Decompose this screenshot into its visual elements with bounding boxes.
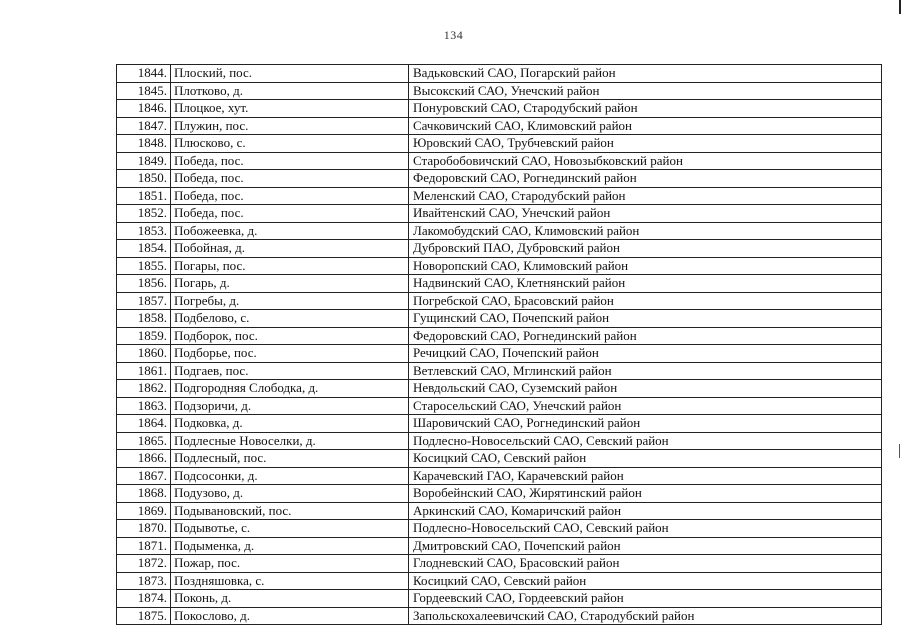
row-number-cell: 1875.	[117, 607, 171, 625]
row-number-cell: 1864.	[117, 415, 171, 433]
administration-cell: Воробейнский САО, Жирятинский район	[409, 485, 882, 503]
row-number-cell: 1849.	[117, 152, 171, 170]
table-row	[117, 205, 882, 223]
row-number-cell: 1866.	[117, 450, 171, 468]
settlement-name-cell: Погарь, д.	[171, 275, 409, 293]
administration-cell: Новоропский САО, Климовский район	[409, 257, 882, 275]
administration-cell: Аркинский САО, Комаричский район	[409, 502, 882, 520]
row-number-cell: 1870.	[117, 520, 171, 538]
settlement-name-cell: Поздняшовка, с.	[171, 572, 409, 590]
administration-cell: Подлесно-Новосельский САО, Севский район	[409, 520, 882, 538]
settlement-name-cell: Подывановский, пос.	[171, 502, 409, 520]
administration-cell: Лакомобудский САО, Климовский район	[409, 222, 882, 240]
administration-cell: Речицкий САО, Почепский район	[409, 345, 882, 363]
table-row	[117, 135, 882, 153]
settlement-name-cell: Победа, пос.	[171, 152, 409, 170]
settlement-name-cell: Плужин, пос.	[171, 117, 409, 135]
administration-cell: Карачевский ГАО, Карачевский район	[409, 467, 882, 485]
administration-cell: Высокский САО, Унечский район	[409, 82, 882, 100]
administration-cell: Надвинский САО, Клетнянский район	[409, 275, 882, 293]
row-number-cell: 1862.	[117, 380, 171, 398]
settlement-name-cell: Погребы, д.	[171, 292, 409, 310]
row-number-cell: 1863.	[117, 397, 171, 415]
row-number-cell: 1857.	[117, 292, 171, 310]
table-row	[117, 397, 882, 415]
administration-cell: Глодневский САО, Брасовский район	[409, 555, 882, 573]
table-row	[117, 380, 882, 398]
settlement-name-cell: Подсосонки, д.	[171, 467, 409, 485]
settlement-name-cell: Подгородняя Слободка, д.	[171, 380, 409, 398]
settlement-name-cell: Плоцкое, хут.	[171, 100, 409, 118]
settlement-name-cell: Подборок, пос.	[171, 327, 409, 345]
settlement-name-cell: Победа, пос.	[171, 170, 409, 188]
table-row	[117, 502, 882, 520]
table-row	[117, 275, 882, 293]
settlement-name-cell: Подузово, д.	[171, 485, 409, 503]
row-number-cell: 1846.	[117, 100, 171, 118]
row-number-cell: 1873.	[117, 572, 171, 590]
row-number-cell: 1861.	[117, 362, 171, 380]
table-row	[117, 100, 882, 118]
settlement-name-cell: Подлесный, пос.	[171, 450, 409, 468]
administration-cell: Дмитровский САО, Почепский район	[409, 537, 882, 555]
table-row	[117, 415, 882, 433]
administration-cell: Юровский САО, Трубчевский район	[409, 135, 882, 153]
row-number-cell: 1869.	[117, 502, 171, 520]
row-number-cell: 1845.	[117, 82, 171, 100]
settlement-name-cell: Поконь, д.	[171, 590, 409, 608]
administration-cell: Старобобовичский САО, Новозыбковский район	[409, 152, 882, 170]
settlement-name-cell: Подывотье, с.	[171, 520, 409, 538]
row-number-cell: 1848.	[117, 135, 171, 153]
settlement-name-cell: Подковка, д.	[171, 415, 409, 433]
settlement-name-cell: Подборье, пос.	[171, 345, 409, 363]
settlement-name-cell: Победа, пос.	[171, 205, 409, 223]
settlement-name-cell: Покослово, д.	[171, 607, 409, 625]
table-row	[117, 65, 882, 83]
table-row	[117, 590, 882, 608]
settlement-name-cell: Подгаев, пос.	[171, 362, 409, 380]
administration-cell: Невдольский САО, Суземский район	[409, 380, 882, 398]
settlement-name-cell: Погары, пос.	[171, 257, 409, 275]
settlement-name-cell: Подыменка, д.	[171, 537, 409, 555]
table-row	[117, 607, 882, 625]
settlement-name-cell: Побойная, д.	[171, 240, 409, 258]
administration-cell: Старосельский САО, Унечский район	[409, 397, 882, 415]
row-number-cell: 1860.	[117, 345, 171, 363]
administration-cell: Гущинский САО, Почепский район	[409, 310, 882, 328]
administration-cell: Сачковичский САО, Климовский район	[409, 117, 882, 135]
table-row	[117, 310, 882, 328]
row-number-cell: 1853.	[117, 222, 171, 240]
table-row	[117, 117, 882, 135]
settlement-name-cell: Плоский, пос.	[171, 65, 409, 83]
settlement-name-cell: Подзоричи, д.	[171, 397, 409, 415]
administration-cell: Вадьковский САО, Погарский район	[409, 65, 882, 83]
administration-cell: Федоровский САО, Рогнединский район	[409, 327, 882, 345]
table-row	[117, 432, 882, 450]
table-row	[117, 345, 882, 363]
administration-cell: Косицкий САО, Севский район	[409, 450, 882, 468]
table-row	[117, 152, 882, 170]
table-row	[117, 292, 882, 310]
row-number-cell: 1872.	[117, 555, 171, 573]
row-number-cell: 1856.	[117, 275, 171, 293]
row-number-cell: 1859.	[117, 327, 171, 345]
row-number-cell: 1871.	[117, 537, 171, 555]
table-row	[117, 537, 882, 555]
settlement-name-cell: Подбелово, с.	[171, 310, 409, 328]
administration-cell: Ветлевский САО, Мглинский район	[409, 362, 882, 380]
row-number-cell: 1852.	[117, 205, 171, 223]
administration-cell: Меленский САО, Стародубский район	[409, 187, 882, 205]
table-row	[117, 467, 882, 485]
administration-cell: Подлесно-Новосельский САО, Севский район	[409, 432, 882, 450]
administration-cell: Ивайтенский САО, Унечский район	[409, 205, 882, 223]
settlement-name-cell: Плюсково, с.	[171, 135, 409, 153]
row-number-cell: 1855.	[117, 257, 171, 275]
row-number-cell: 1854.	[117, 240, 171, 258]
table-row	[117, 362, 882, 380]
table-row	[117, 485, 882, 503]
table-row	[117, 170, 882, 188]
registry-table-body	[117, 65, 882, 625]
page-number: 134	[443, 28, 464, 42]
administration-cell: Федоровский САО, Рогнединский район	[409, 170, 882, 188]
administration-cell: Запольскохалеевичский САО, Стародубский район	[409, 607, 882, 625]
row-number-cell: 1858.	[117, 310, 171, 328]
table-row	[117, 520, 882, 538]
table-row	[117, 327, 882, 345]
row-number-cell: 1850.	[117, 170, 171, 188]
administration-cell: Гордеевский САО, Гордеевский район	[409, 590, 882, 608]
row-number-cell: 1844.	[117, 65, 171, 83]
administration-cell: Шаровичский САО, Рогнединский район	[409, 415, 882, 433]
table-row	[117, 187, 882, 205]
table-row	[117, 257, 882, 275]
row-number-cell: 1868.	[117, 485, 171, 503]
row-number-cell: 1874.	[117, 590, 171, 608]
settlement-name-cell: Подлесные Новоселки, д.	[171, 432, 409, 450]
administration-cell: Погребской САО, Брасовский район	[409, 292, 882, 310]
table-row	[117, 82, 882, 100]
scan-edge-mark	[899, 444, 900, 458]
table-row	[117, 572, 882, 590]
table-row	[117, 450, 882, 468]
administration-cell: Понуровский САО, Стародубский район	[409, 100, 882, 118]
row-number-cell: 1865.	[117, 432, 171, 450]
settlement-name-cell: Пожар, пос.	[171, 555, 409, 573]
table-row	[117, 240, 882, 258]
table-row	[117, 555, 882, 573]
table-row	[117, 222, 882, 240]
administration-cell: Косицкий САО, Севский район	[409, 572, 882, 590]
row-number-cell: 1867.	[117, 467, 171, 485]
scan-edge-mark	[899, 0, 901, 14]
settlement-registry-table	[116, 64, 882, 625]
settlement-name-cell: Побожеевка, д.	[171, 222, 409, 240]
row-number-cell: 1851.	[117, 187, 171, 205]
settlement-name-cell: Плотково, д.	[171, 82, 409, 100]
row-number-cell: 1847.	[117, 117, 171, 135]
administration-cell: Дубровский ПАО, Дубровский район	[409, 240, 882, 258]
settlement-name-cell: Победа, пос.	[171, 187, 409, 205]
